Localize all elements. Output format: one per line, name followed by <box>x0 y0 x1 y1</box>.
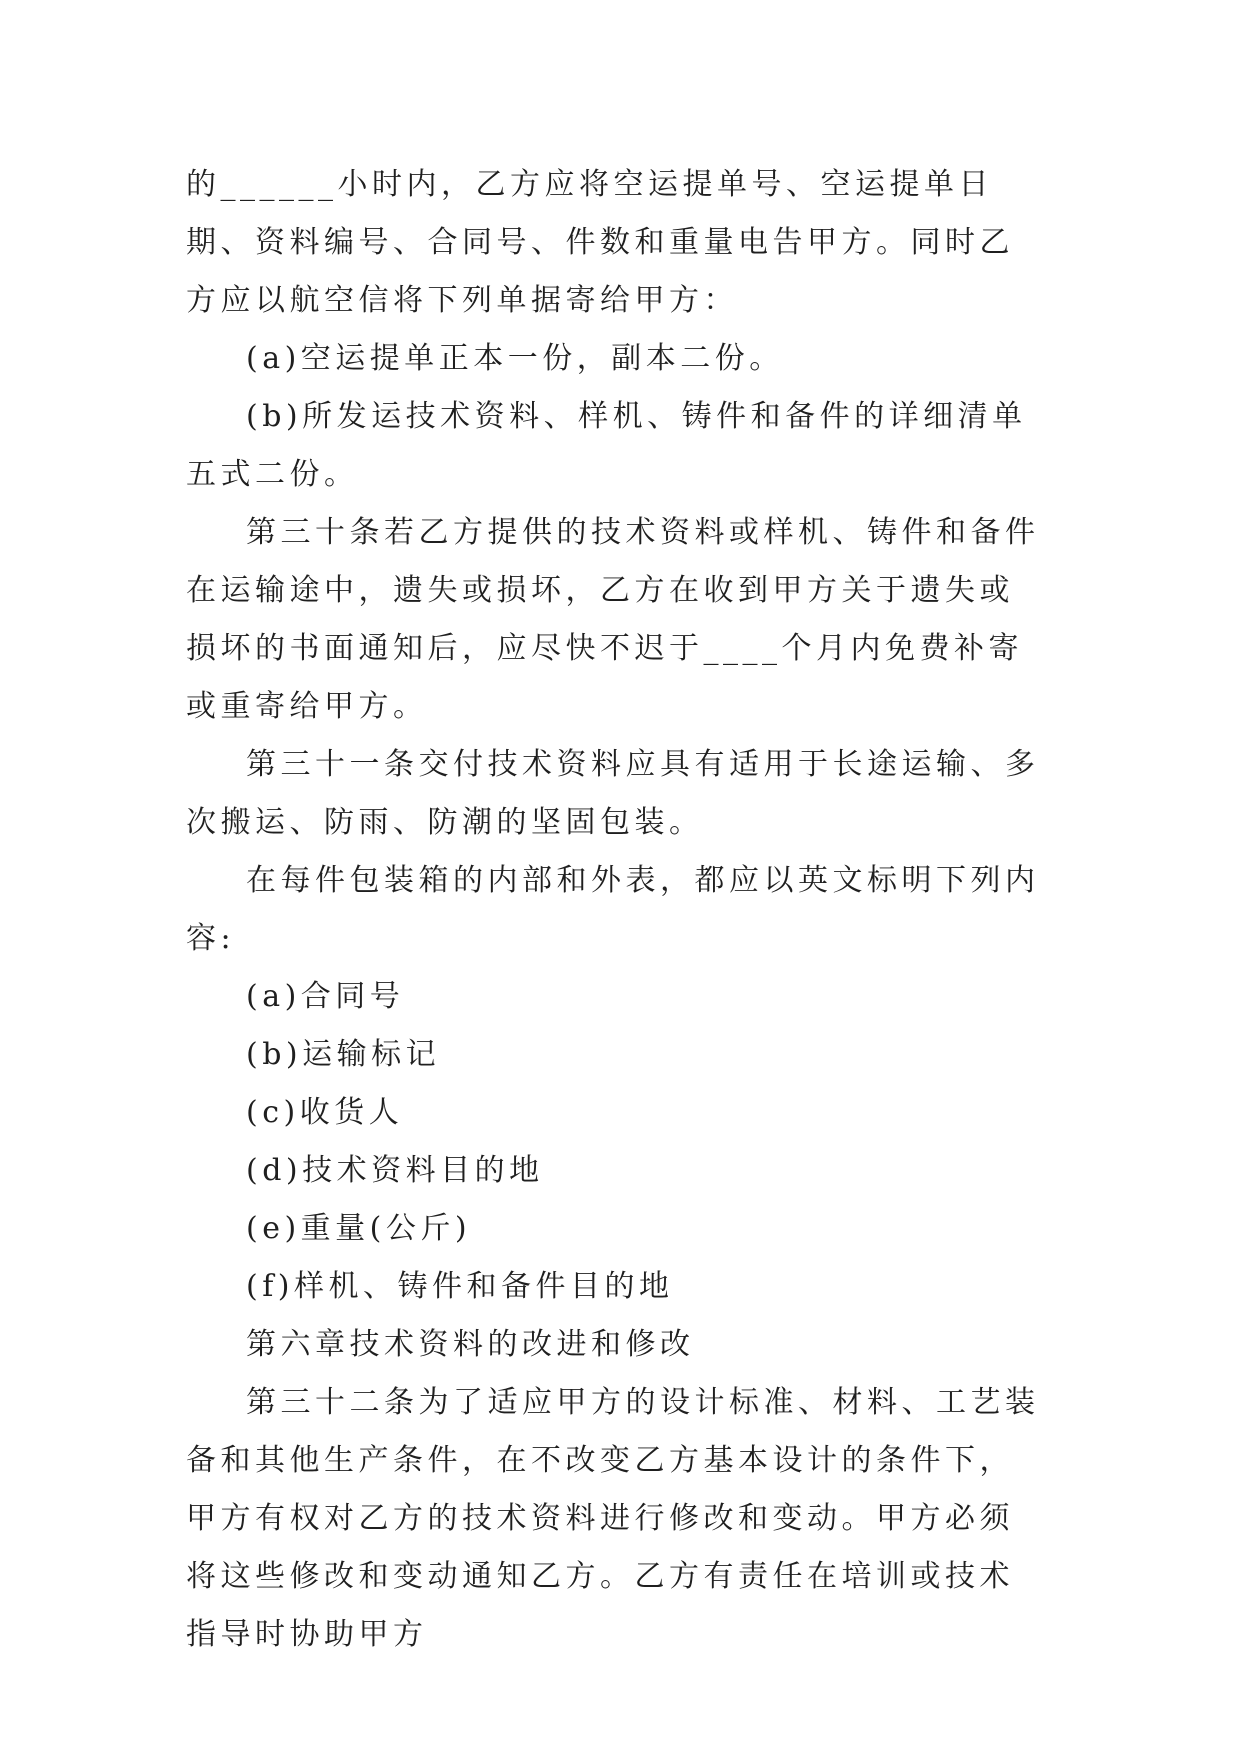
list-item-weight: (e)重量(公斤) <box>246 1211 472 1246</box>
list-item-consignee: (c)收货人 <box>246 1095 404 1130</box>
paragraph-article-32: 第三十二条为了适应甲方的设计标准、材料、工艺装备和其他生产条件，在不改变乙方基本设计的条件下，甲方有权对乙方的技术资料进行修改和变动。甲方必须将这些修改和变动通知乙方。乙方有责任在培训或技术指导时协助甲方 <box>186 1385 1040 1652</box>
list-item-prototype-destination: (f)样机、铸件和备件目的地 <box>246 1269 674 1304</box>
document-body <box>186 156 1046 1664</box>
paragraph-article-31: 第三十一条交付技术资料应具有适用于长途运输、多次搬运、防雨、防潮的坚固包装。 <box>186 747 1040 840</box>
chapter-6-heading: 第六章技术资料的改进和修改 <box>246 1327 695 1362</box>
list-item-shipping-mark: (b)运输标记 <box>246 1037 441 1072</box>
paragraph-packing-marks-intro: 在每件包装箱的内部和外表，都应以英文标明下列内容: <box>186 863 1040 956</box>
list-item-technical-documents-destination: (d)技术资料目的地 <box>246 1153 544 1188</box>
paragraph-item-b-detailed-list: (b)所发运技术资料、样机、铸件和备件的详细清单五式二份。 <box>186 399 1027 492</box>
paragraph-item-a-airway-bill: (a)空运提单正本一份，副本二份。 <box>246 341 784 376</box>
list-item-contract-number: (a)合同号 <box>246 979 405 1014</box>
paragraph-continued: 的______小时内，乙方应将空运提单号、空运提单日期、资料编号、合同号、件数和重量电告甲方。同时乙方应以航空信将下列单据寄给甲方： <box>186 167 1014 318</box>
paragraph-article-30: 第三十条若乙方提供的技术资料或样机、铸件和备件在运输途中，遗失或损坏，乙方在收到甲方关于遗失或损坏的书面通知后，应尽快不迟于____个月内免费补寄或重寄给甲方。 <box>186 515 1040 724</box>
